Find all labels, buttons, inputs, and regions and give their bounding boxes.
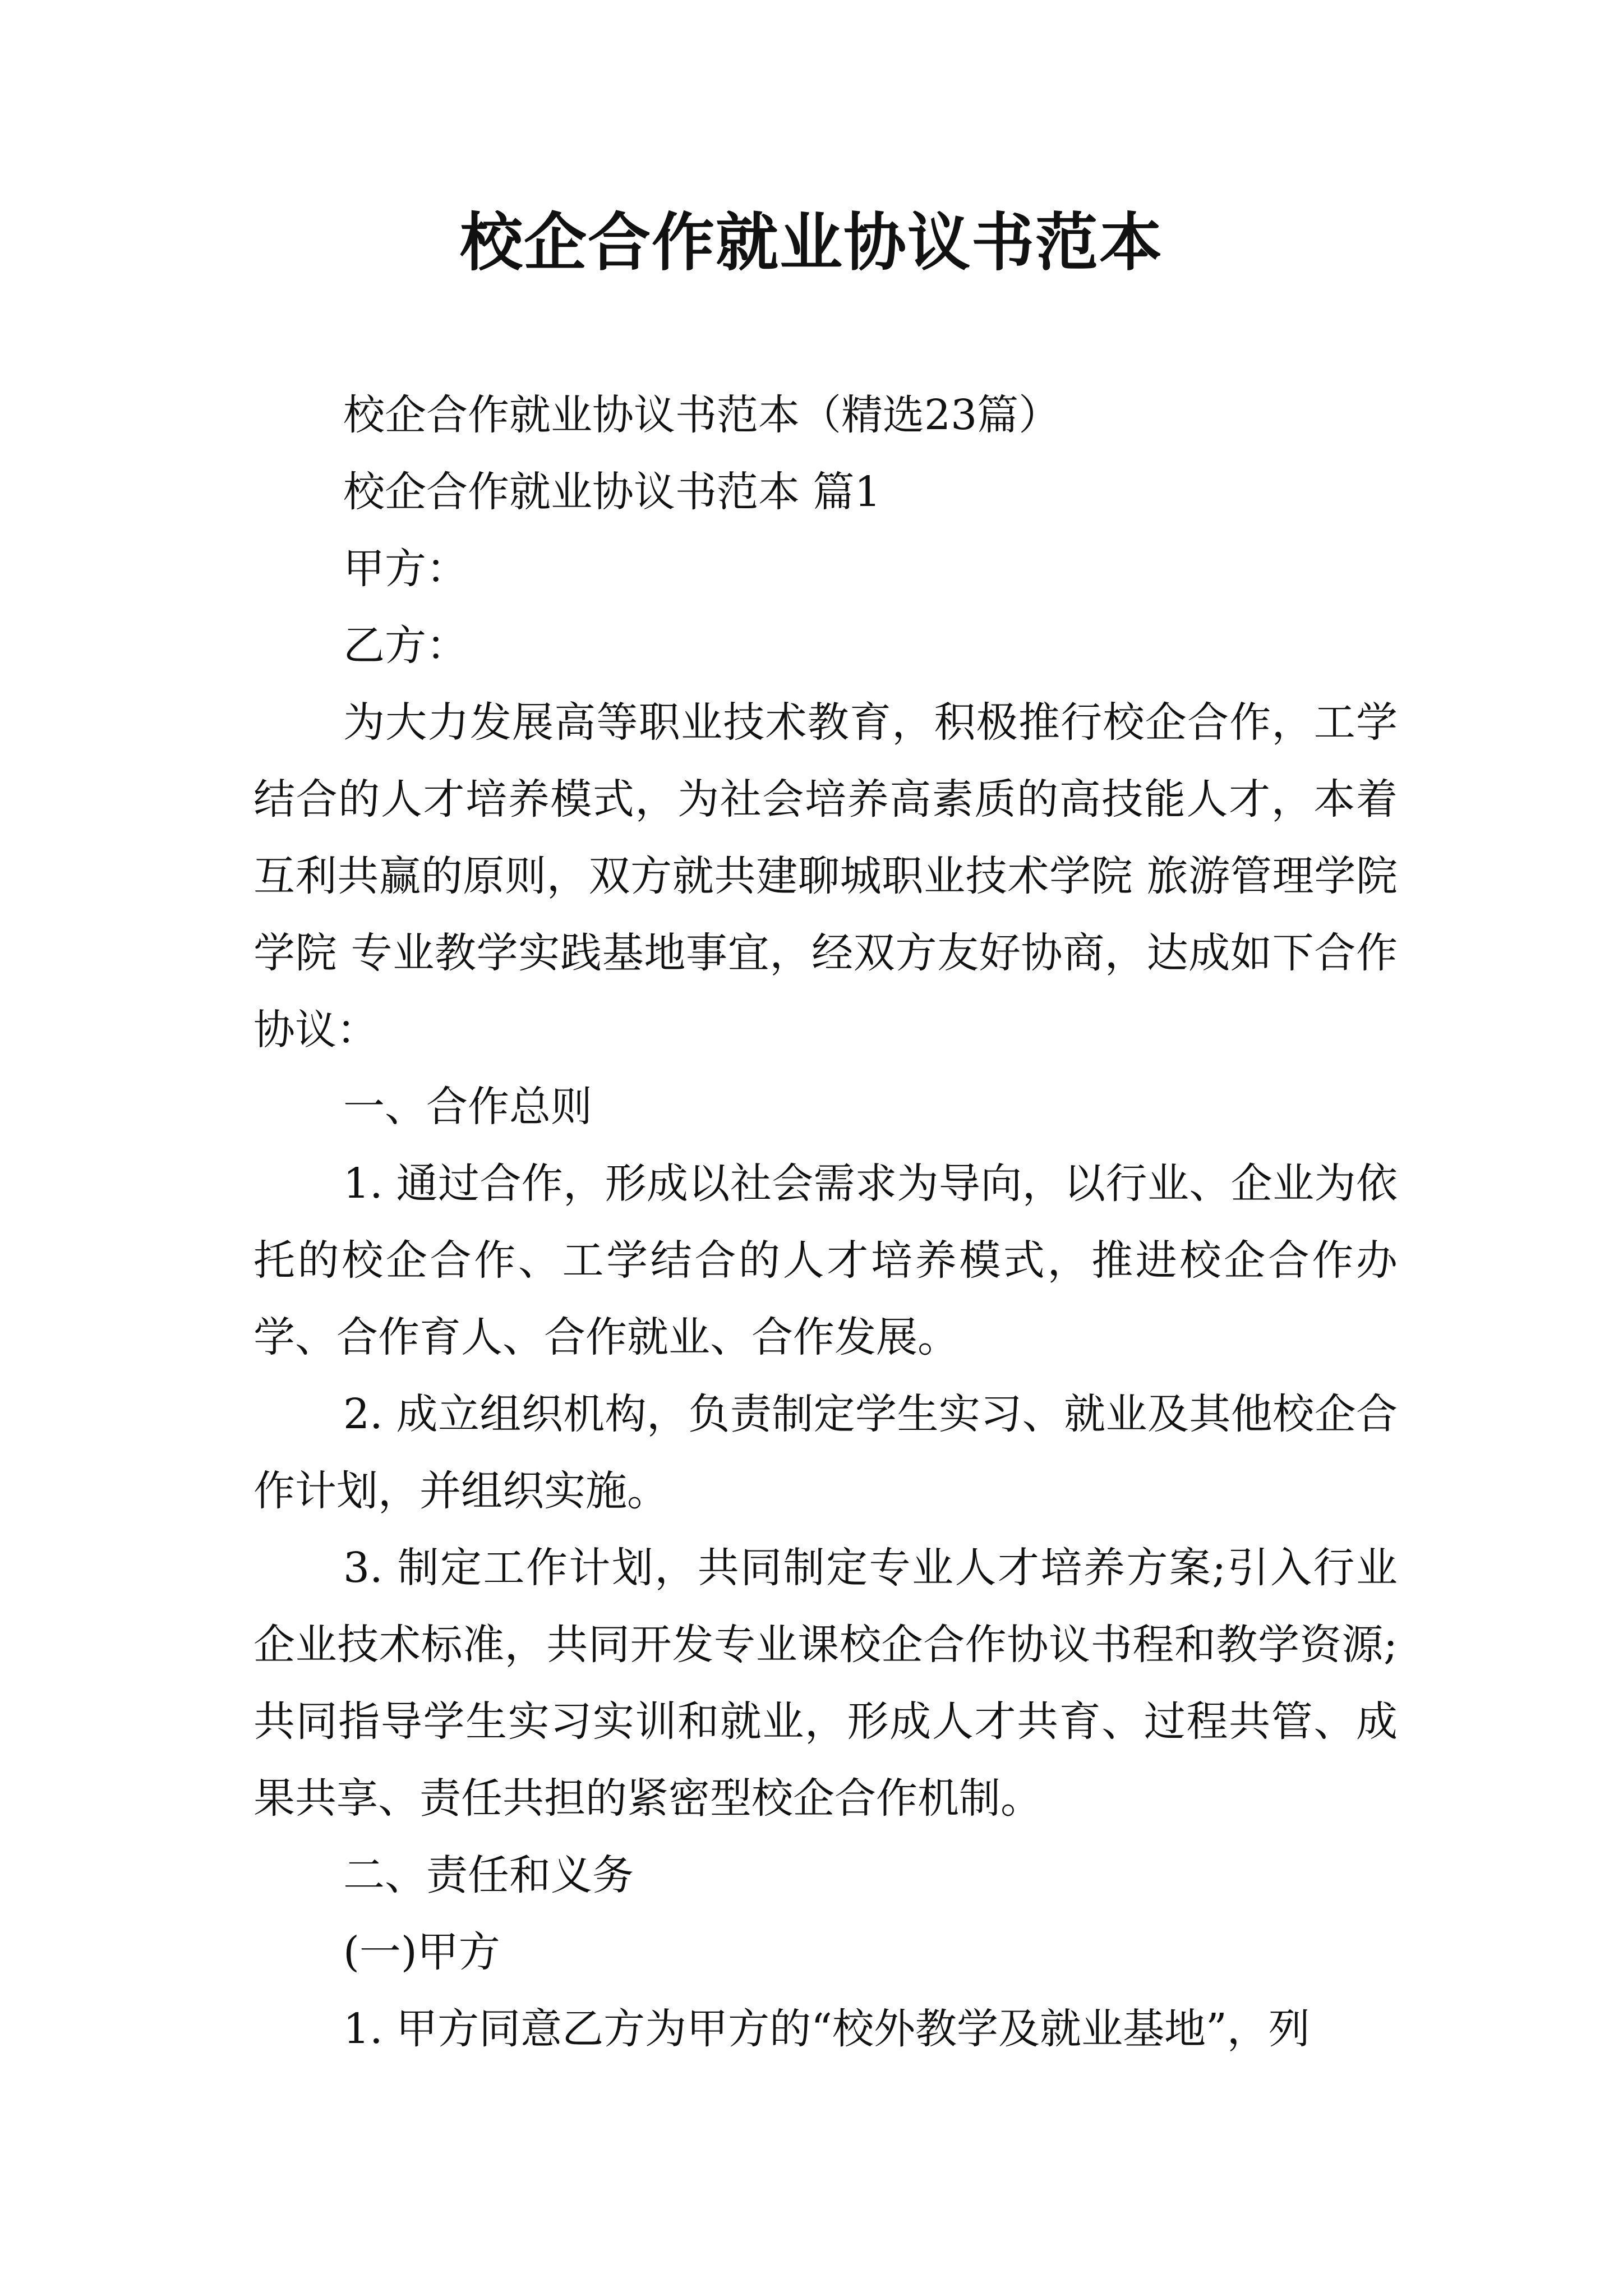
paragraph-party-a: 甲方： xyxy=(343,545,468,593)
paragraph-subtitle: 校企合作就业协议书范本（精选23篇） xyxy=(343,391,1061,439)
paragraph-heading-duties: 二、责任和义务 xyxy=(343,1851,634,1899)
paragraph-item-1: 1. 通过合作，形成以社会需求为导向，以行业、企业为依托的校企合作、工学结合的人才培养模式，推进校企合作办学、合作育人、合作就业、合作发展。 xyxy=(253,1159,1398,1361)
document-body xyxy=(253,377,1411,2068)
paragraph-subheading-party-a: (一)甲方 xyxy=(343,1928,500,1976)
paragraph-duty-1: 1. 甲方同意乙方为甲方的“校外教学及就业基地”，列 xyxy=(343,2005,1310,2053)
paragraph-preamble: 为大力发展高等职业技术教育，积极推行校企合作，工学结合的人才培养模式，为社会培养高素质的高技能人才，本着互利共赢的原则，双方就共建聊城职业技术学院 旅游管理学院 学院 专业教学实践基地事宜，经双方友好协商，达成如下合作协议： xyxy=(253,698,1411,1054)
paragraph-item-2: 2. 成立组织机构，负责制定学生实习、就业及其他校企合作计划，并组织实施。 xyxy=(253,1390,1398,1515)
document-title: 校企合作就业协议书范本 xyxy=(460,206,1163,279)
paragraph-heading-general: 一、合作总则 xyxy=(343,1083,592,1131)
paragraph-party-b: 乙方： xyxy=(343,622,468,670)
paragraph-section-heading: 校企合作就业协议书范本 篇1 xyxy=(343,468,881,516)
paragraph-item-3: 3. 制定工作计划，共同制定专业人才培养方案;引入行业企业技术标准，共同开发专业课校企合作协议书程和教学资源;共同指导学生实习实训和就业，形成人才共育、过程共管、成果共享、责任共担的紧密型校企合作机制。 xyxy=(253,1544,1398,1823)
